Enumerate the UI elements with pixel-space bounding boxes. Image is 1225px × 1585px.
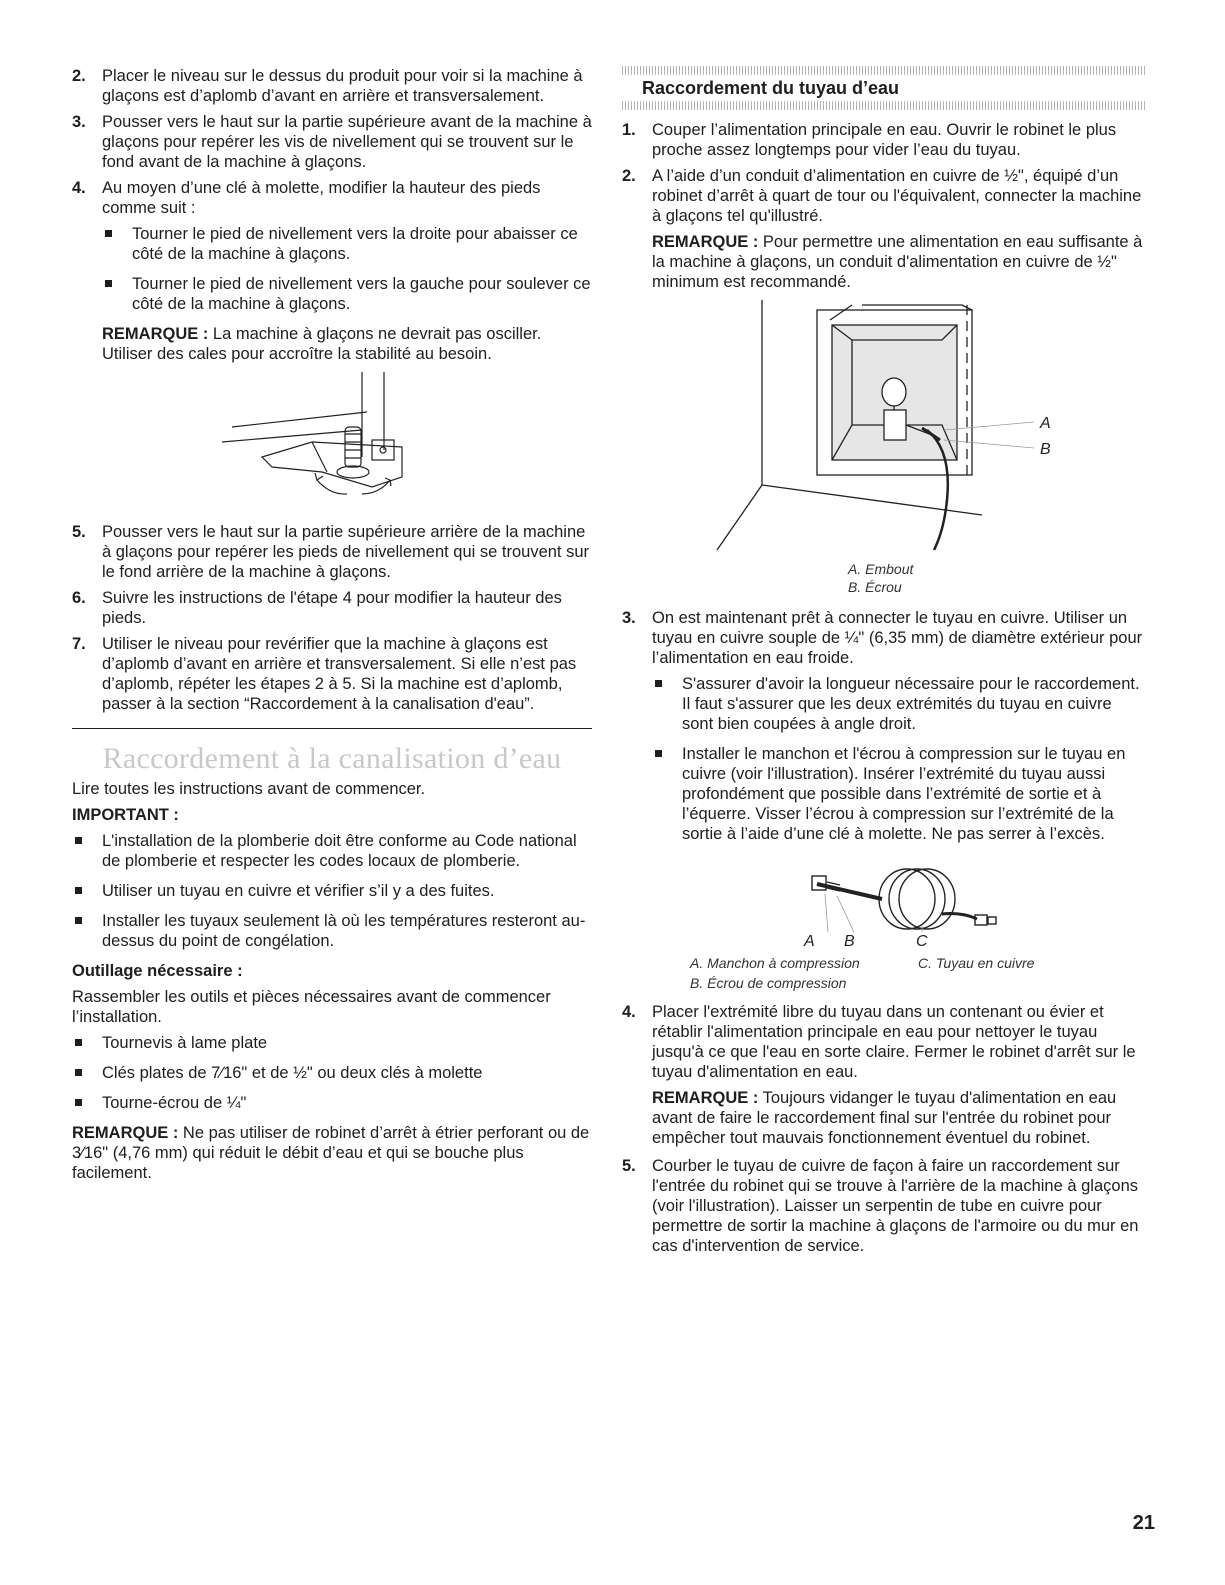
list-item: Tourne-écrou de ¼" xyxy=(72,1093,592,1113)
step-text: On est maintenant prêt à connecter le tuyau en cuivre. Utiliser un tuyau en cuivre souple de ¼" (6,35 mm) de diamètre extérieur pour l’alimentation en eau froide. xyxy=(652,609,1143,667)
left-column xyxy=(72,66,592,1189)
step-7 xyxy=(72,634,592,714)
fig2-caption-b: B. Écrou de compression xyxy=(690,975,847,991)
fig1-caption-b: B. Écrou xyxy=(848,579,902,595)
fig1-label-a: A xyxy=(1040,415,1051,432)
step-4 xyxy=(622,1002,1147,1082)
note-label: REMARQUE : xyxy=(102,325,209,343)
step-text: Placer l'extrémité libre du tuyau dans un contenant ou évier et rétablir l'alimentation principale en eau pour nettoyer le tuyau jusqu'à ce que l'eau en sorte claire. Fermer le robinet d'arrêt sur le tuyau d'alimentation en eau. xyxy=(652,1003,1136,1081)
step-text: Couper l’alimentation principale en eau. Ouvrir le robinet le plus proche assez longtemps pour vider l’eau du tuyau. xyxy=(652,121,1117,159)
list-item: Utiliser un tuyau en cuivre et vérifier s’il y a des fuites. xyxy=(72,881,592,901)
step-number: 4. xyxy=(622,1003,636,1021)
intro-text: Lire toutes les instructions avant de commencer. xyxy=(72,780,426,798)
fig2-label-b: B xyxy=(844,933,855,950)
step-text: A l’aide d’un conduit d’alimentation en cuivre de ½", équipé d’un robinet d’arrêt à quart de tour ou l'équivalent, connecter la machine à glaçons tel qu'illustré. xyxy=(652,167,1142,225)
note-stability xyxy=(102,324,592,364)
step-number: 3. xyxy=(72,113,86,131)
note-text: La machine à glaçons ne devrait pas osciller. Utiliser des cales pour accroître la stabilité au besoin. xyxy=(102,325,542,363)
leveling-foot-illustration xyxy=(72,372,592,522)
step-4 xyxy=(72,178,592,218)
step-number: 3. xyxy=(622,609,636,627)
hatch-bar xyxy=(622,66,1147,75)
fig2-label-a: A xyxy=(804,933,815,950)
note-text: Toujours vidanger le tuyau d'alimentation en eau avant de faire le raccordement final sur l'entrée du robinet pour empêcher tout mauvais fonctionnement éventuel du robinet. xyxy=(652,1089,1117,1147)
important-label: IMPORTANT : xyxy=(72,806,179,824)
tools-label: Outillage nécessaire : xyxy=(72,962,243,980)
step-number: 5. xyxy=(622,1157,636,1175)
subsection-title: Raccordement du tuyau d’eau xyxy=(642,78,900,98)
step-5 xyxy=(622,1156,1147,1256)
list-item: Tourner le pied de nivellement vers la gauche pour soulever ce côté de la machine à glaçons. xyxy=(102,274,592,314)
page-number: 21 xyxy=(1132,1512,1155,1534)
copper-tubing-illustration xyxy=(622,854,1147,950)
step-number: 2. xyxy=(622,167,636,185)
note-text: Pour permettre une alimentation en eau suffisante à la machine à glaçons, un conduit d'alimentation en cuivre de ½" minimum est recommandé. xyxy=(652,233,1143,291)
step-6 xyxy=(72,588,592,628)
list-item: Tourner le pied de nivellement vers la droite pour abaisser ce côté de la machine à glaçons. xyxy=(102,224,592,264)
fig2-caption-a: A. Manchon à compression xyxy=(690,955,860,971)
fig2-caption-c: C. Tuyau en cuivre xyxy=(918,955,1035,971)
list-item: Tournevis à lame plate xyxy=(72,1033,592,1053)
water-valve-illustration xyxy=(622,300,1147,560)
step-2 xyxy=(72,66,592,106)
list-item: Installer le manchon et l'écrou à compression sur le tuyau en cuivre (voir l'illustration). Insérer l’extrémité du tuyau aussi profondément que possible dans l’extrémité de sortie et à l’équerre. Visser l’écrou à compression sur l’extrémité de la sortie à l’aide d’une clé à molette. Ne pas serrer à l’excès. xyxy=(652,744,1147,844)
note-text: Ne pas utiliser de robinet d’arrêt à étrier perforant ou de 3⁄16" (4,76 mm) qui réduit le débit d’eau et qui se bouche plus facilement. xyxy=(72,1124,590,1182)
note-label: REMARQUE : xyxy=(652,1089,759,1107)
note-label: REMARQUE : xyxy=(652,233,759,251)
list-item: S'assurer d'avoir la longueur nécessaire pour le raccordement. Il faut s'assurer que les deux extrémités du tuyau en cuivre sont bien coupées à angle droit. xyxy=(652,674,1147,734)
step-text: Pousser vers le haut sur la partie supérieure avant de la machine à glaçons pour repérer les vis de nivellement qui se trouvent sur le fond avant de la machine à glaçons. xyxy=(102,113,592,171)
list-item: L'installation de la plomberie doit être conforme au Code national de plomberie et respecter les codes locaux de plomberie. xyxy=(72,831,592,871)
right-column xyxy=(622,66,1147,1262)
list-item: Installer les tuyaux seulement là où les températures resteront au-dessus du point de congélation. xyxy=(72,911,592,951)
step-text: Utiliser le niveau pour revérifier que la machine à glaçons est d’aplomb d’avant en arrière et transversalement. Si elle n’est pas d’aplomb, répéter les étapes 2 à 5. Si la machine est d’aplomb, passer à la section “Raccordement à la canalisation d'eau”. xyxy=(102,635,577,713)
note-supply xyxy=(652,232,1147,292)
hatch-bar xyxy=(622,101,1147,110)
step-number: 2. xyxy=(72,67,86,85)
step-number: 4. xyxy=(72,179,86,197)
fig1-caption-a: A. Embout xyxy=(848,561,914,577)
step-text: Suivre les instructions de l'étape 4 pour modifier la hauteur des pieds. xyxy=(102,589,562,627)
note-flush xyxy=(652,1088,1147,1148)
step-3 xyxy=(72,112,592,172)
section-title: Raccordement à la canalisation d’eau xyxy=(102,742,562,775)
section-divider xyxy=(72,728,592,729)
note-label: REMARQUE : xyxy=(72,1124,179,1142)
step-5 xyxy=(72,522,592,582)
step-number: 5. xyxy=(72,523,86,541)
step-text: Placer le niveau sur le dessus du produit pour voir si la machine à glaçons est d’aplomb d’avant en arrière et transversalement. xyxy=(102,67,583,105)
step-number: 1. xyxy=(622,121,636,139)
fig1-label-b: B xyxy=(1040,441,1051,458)
list-item: Clés plates de 7⁄16" et de ½" ou deux clés à molette xyxy=(72,1063,592,1083)
step-number: 7. xyxy=(72,635,86,653)
step-text: Courber le tuyau de cuivre de façon à faire un raccordement sur l'entrée du robinet qui se trouve à l'arrière de la machine à glaçons (voir l'illustration). Laisser un serpentin de tube en cuivre pour permettre de sortir la machine à glaçons de l'armoire ou du mur en cas d'intervention de service. xyxy=(652,1157,1139,1255)
fig2-label-c: C xyxy=(916,933,928,950)
tools-intro: Rassembler les outils et pièces nécessaires avant de commencer l’installation. xyxy=(72,988,551,1026)
step-1 xyxy=(622,120,1147,160)
step-number: 6. xyxy=(72,589,86,607)
step-text: Au moyen d’une clé à molette, modifier la hauteur des pieds comme suit : xyxy=(102,179,541,217)
note-valve xyxy=(72,1123,592,1183)
step-text: Pousser vers le haut sur la partie supérieure arrière de la machine à glaçons pour repérer les pieds de nivellement qui se trouvent sur le fond arrière de la machine à glaçons. xyxy=(102,523,590,581)
step-3 xyxy=(622,608,1147,668)
step-2 xyxy=(622,166,1147,226)
